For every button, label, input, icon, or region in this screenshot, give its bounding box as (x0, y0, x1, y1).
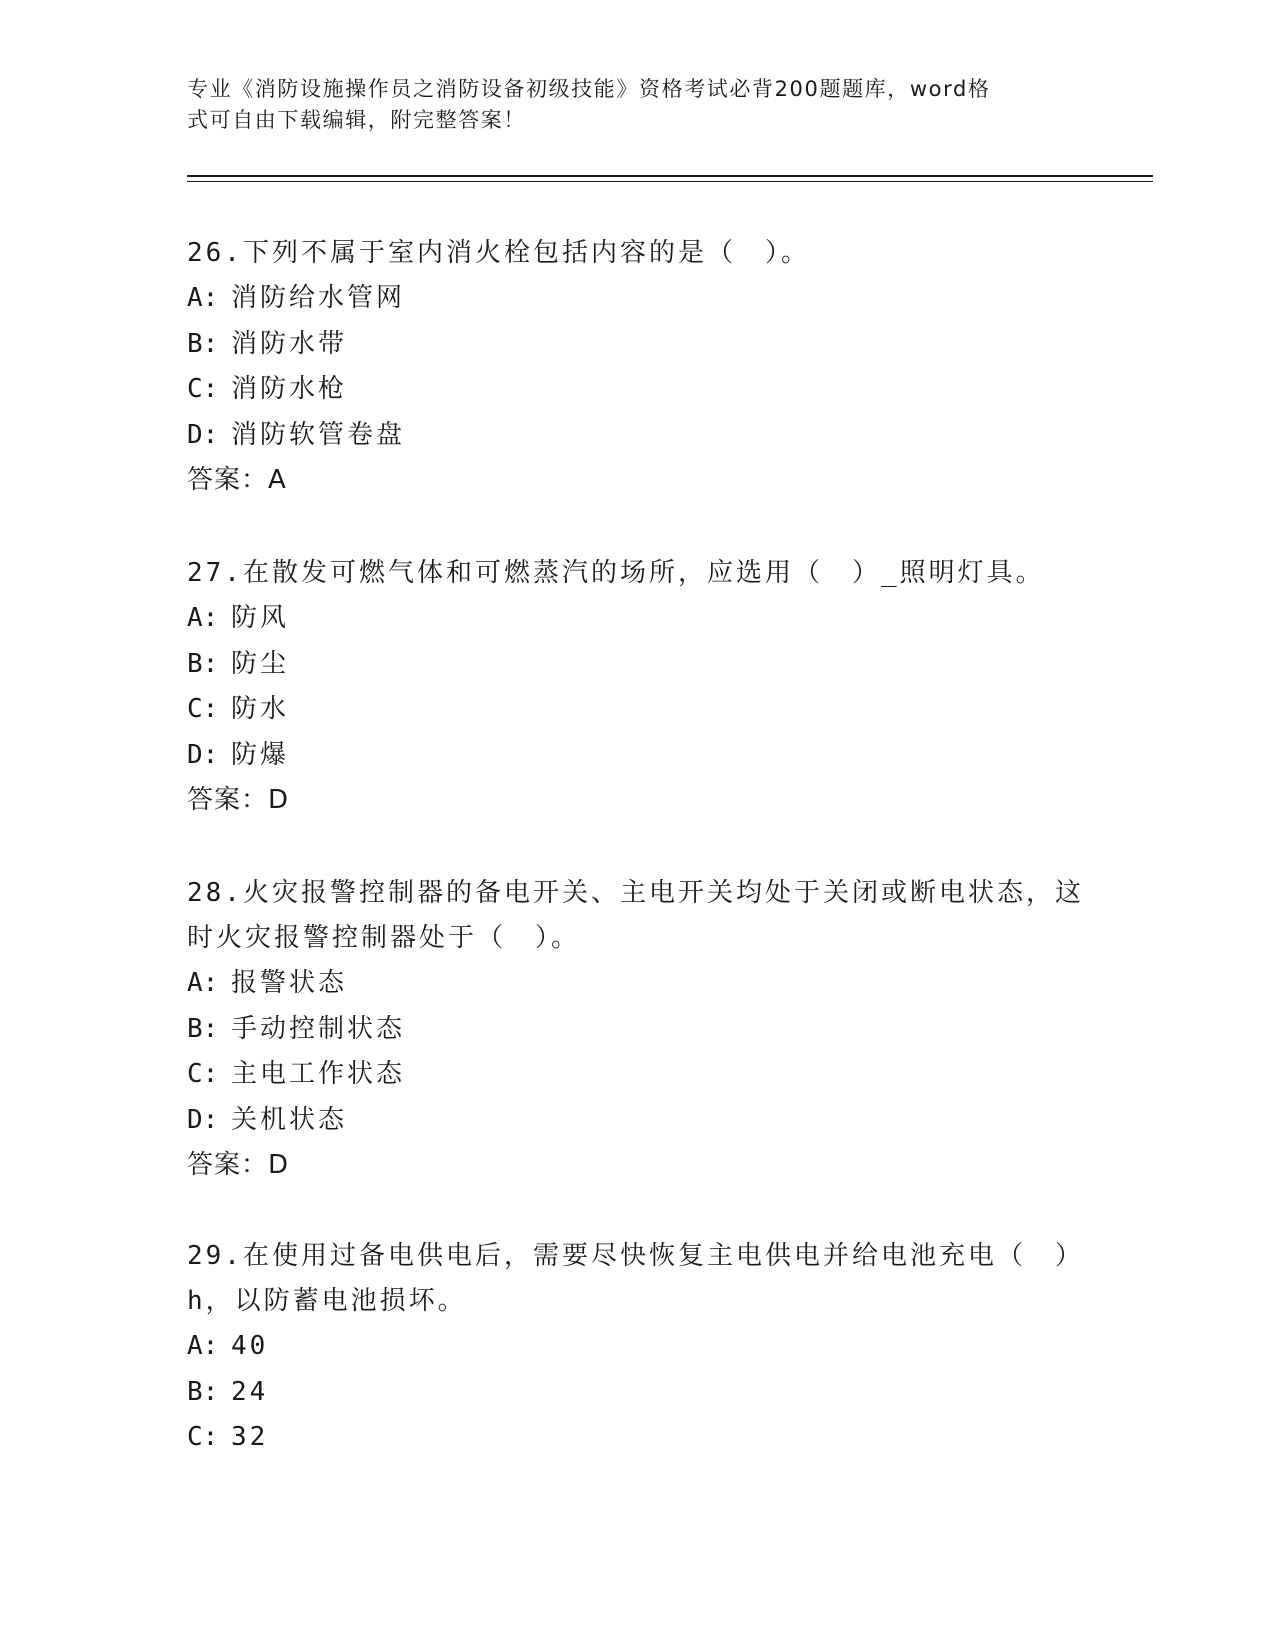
option-text: 消防软管卷盘 (231, 419, 406, 450)
option-label: A: (187, 603, 219, 633)
option-label: D: (187, 1104, 219, 1135)
option-text: 消防给水管网 (231, 283, 406, 313)
option-a (187, 961, 1087, 1007)
answer-line: 答案：D (187, 1150, 290, 1180)
option-a (187, 596, 1087, 642)
question-stem: 26.下列不属于室内消火栓包括内容的是（ ）。 (187, 238, 810, 268)
option-label: C: (187, 1059, 219, 1089)
option-a (187, 276, 1087, 322)
option-c (187, 1052, 1087, 1098)
header-line-1: 专业《消防设施操作员之消防设备初级技能》资格考试必背200题题库，word格 (187, 77, 991, 101)
option-text: 防风 (231, 603, 290, 633)
option-d (187, 733, 1087, 779)
option-b (187, 1007, 1087, 1053)
option-label: C: (187, 694, 219, 724)
option-label: B: (187, 1013, 219, 1044)
header-divider-thin (187, 181, 1153, 182)
question-26 (187, 231, 1087, 503)
header-divider-thick (187, 175, 1153, 177)
option-text: 报警状态 (231, 968, 348, 998)
option-text: 关机状态 (231, 1104, 348, 1135)
option-label: D: (187, 739, 219, 770)
option-label: A: (187, 1331, 219, 1361)
question-28 (187, 871, 1087, 1188)
option-text: 消防水枪 (231, 374, 348, 404)
question-27 (187, 551, 1087, 823)
question-29 (187, 1234, 1087, 1461)
question-stem: 29.在使用过备电供电后，需要尽快恢复主电供电并给电池充电（ ）h，以防蓄电池损坏。 (187, 1241, 1084, 1316)
option-text: 24 (231, 1376, 269, 1407)
option-label: A: (187, 968, 219, 998)
option-label: C: (187, 1422, 219, 1452)
option-d (187, 413, 1087, 459)
option-label: C: (187, 374, 219, 404)
option-label: B: (187, 328, 219, 359)
option-b (187, 642, 1087, 688)
option-c (187, 1415, 1087, 1461)
option-text: 消防水带 (231, 328, 348, 359)
option-text: 40 (231, 1331, 269, 1361)
answer-line: 答案：A (187, 465, 287, 495)
option-label: B: (187, 1376, 219, 1407)
document-header (187, 74, 1067, 136)
option-c (187, 687, 1087, 733)
option-text: 防水 (231, 694, 290, 724)
question-stem: 28.火灾报警控制器的备电开关、主电开关均处于关闭或断电状态，这时火灾报警控制器处于（ ）。 (187, 878, 1084, 953)
option-a (187, 1324, 1087, 1370)
option-label: A: (187, 283, 219, 313)
option-text: 32 (231, 1422, 269, 1452)
answer-line: 答案：D (187, 785, 290, 815)
header-line-2: 式可自由下载编辑，附完整答案！ (187, 108, 526, 132)
option-text: 防尘 (231, 648, 290, 679)
option-text: 主电工作状态 (231, 1059, 406, 1089)
option-label: B: (187, 648, 219, 679)
option-d (187, 1098, 1087, 1144)
question-stem: 27.在散发可燃气体和可燃蒸汽的场所，应选用（ ）_照明灯具。 (187, 558, 1045, 588)
option-text: 手动控制状态 (231, 1013, 406, 1044)
option-text: 防爆 (231, 739, 290, 770)
option-b (187, 322, 1087, 368)
option-b (187, 1370, 1087, 1416)
option-label: D: (187, 419, 219, 450)
option-c (187, 367, 1087, 413)
